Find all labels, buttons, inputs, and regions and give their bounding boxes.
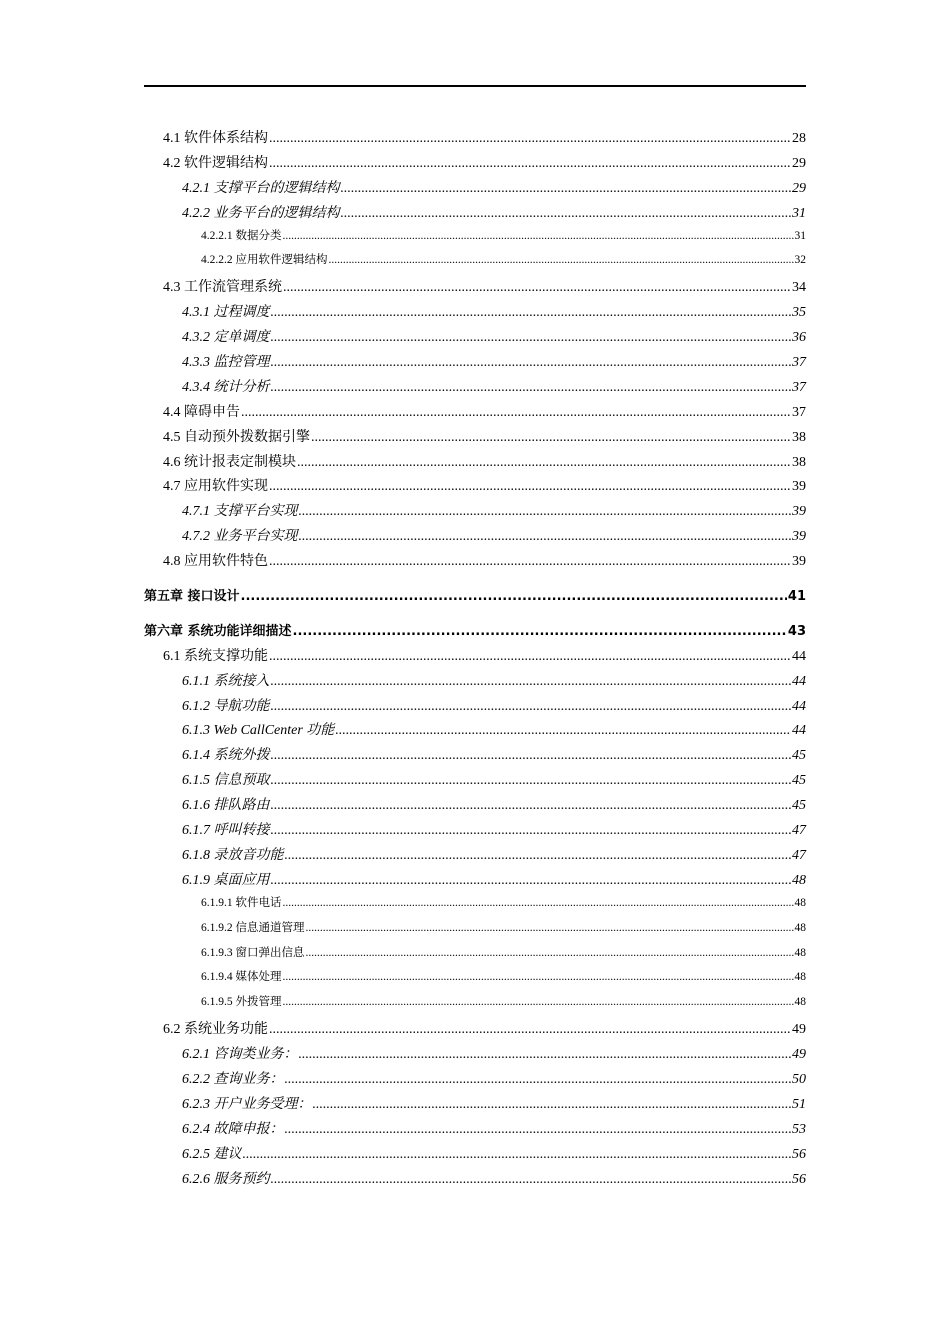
- toc-entry[interactable]: [144, 794, 806, 819]
- toc-entry-label: 4.7 应用软件实现: [163, 479, 268, 495]
- toc-entry-page: 56: [792, 1146, 806, 1162]
- toc-entry[interactable]: [144, 1043, 806, 1068]
- toc-entry[interactable]: [144, 401, 806, 426]
- toc-entry-label: 6.1.9.4 媒体处理: [201, 971, 282, 984]
- toc-entry-label: 6.1.8 录放音功能: [182, 847, 284, 863]
- toc-entry-page: 44: [792, 673, 806, 689]
- toc-entry-page: 31: [792, 205, 806, 221]
- toc-entry-label: 6.2.5 建议: [182, 1146, 242, 1162]
- toc-leader-dots: [269, 649, 791, 665]
- toc-leader-dots: [241, 589, 787, 604]
- toc-leader-dots: [306, 922, 794, 934]
- toc-entry-label: 4.3.4 统计分析: [182, 379, 270, 395]
- toc-entry-label: 4.5 自动预外拨数据引擎: [163, 429, 310, 445]
- toc-entry-page: 47: [792, 847, 806, 863]
- toc-leader-dots: [271, 699, 792, 715]
- toc-entry[interactable]: [144, 1118, 806, 1143]
- toc-entry-page: 51: [792, 1096, 806, 1112]
- toc-leader-dots: [283, 230, 794, 242]
- toc-entry-page: 48: [792, 872, 806, 888]
- toc-entry[interactable]: [144, 695, 806, 720]
- toc-entry-label: 4.2 软件逻辑结构: [163, 155, 268, 171]
- toc-leader-dots: [285, 1122, 792, 1138]
- toc-entry-page: 34: [792, 280, 806, 296]
- toc-entry[interactable]: [144, 152, 806, 177]
- toc-entry[interactable]: [144, 919, 806, 944]
- toc-entry[interactable]: [144, 500, 806, 525]
- toc-leader-dots: [269, 131, 791, 147]
- toc-entry-page: 44: [792, 698, 806, 714]
- toc-entry[interactable]: [144, 326, 806, 351]
- toc-leader-dots: [283, 897, 794, 909]
- toc-entry-page: 49: [792, 1047, 806, 1063]
- toc-entry-label: 6.2.6 服务预约: [182, 1171, 270, 1187]
- toc-leader-dots: [285, 1072, 792, 1088]
- toc-entry-label: 第五章 接口设计: [144, 589, 240, 605]
- toc-entry-label: 4.4 障碍申告: [163, 404, 240, 420]
- toc-leader-dots: [299, 529, 792, 545]
- toc-leader-dots: [271, 305, 792, 321]
- toc-entry[interactable]: [144, 844, 806, 869]
- toc-entry-label: 6.2.2 查询业务：: [182, 1071, 284, 1087]
- toc-entry-page: 39: [792, 479, 806, 495]
- toc-entry[interactable]: [144, 451, 806, 476]
- toc-entry-label: 6.2.4 故障申报：: [182, 1121, 284, 1137]
- toc-entry-label: 6.2.3 开户业务受理：: [182, 1096, 312, 1112]
- toc-entry[interactable]: [144, 351, 806, 376]
- toc-leader-dots: [271, 773, 792, 789]
- toc-entry[interactable]: [144, 645, 806, 670]
- toc-entry-page: 44: [792, 648, 806, 664]
- toc-entry-page: 48: [794, 996, 806, 1009]
- toc-entry-label: 4.3.2 定单调度: [182, 330, 270, 346]
- toc-entry[interactable]: [144, 426, 806, 451]
- toc-entry[interactable]: [144, 376, 806, 401]
- toc-entry[interactable]: [144, 1093, 806, 1118]
- toc-leader-dots: [271, 1172, 792, 1188]
- toc-entry-label: 6.1.6 排队路由: [182, 798, 270, 814]
- toc-leader-dots: [341, 206, 792, 222]
- toc-chapter-entry[interactable]: [144, 620, 806, 645]
- toc-leader-dots: [283, 996, 794, 1008]
- toc-entry[interactable]: [144, 819, 806, 844]
- toc-entry-label: 4.3 工作流管理系统: [163, 280, 282, 296]
- header-rule: [144, 85, 806, 87]
- toc-entry[interactable]: [144, 993, 806, 1018]
- toc-entry-page: 49: [792, 1022, 806, 1038]
- toc-leader-dots: [271, 355, 792, 371]
- toc-entry-label: 4.1 软件体系结构: [163, 131, 268, 146]
- toc-leader-dots: [335, 723, 791, 739]
- toc-entry-page: 32: [794, 254, 806, 267]
- toc-entry-page: 48: [794, 971, 806, 984]
- toc-entry[interactable]: [144, 1068, 806, 1093]
- toc-entry-label: 4.3.1 过程调度: [182, 305, 270, 321]
- toc-chapter-entry[interactable]: [144, 585, 806, 610]
- toc-entry-page: 50: [792, 1071, 806, 1087]
- table-of-contents: [144, 127, 806, 1192]
- toc-entry-page: 36: [792, 330, 806, 346]
- toc-entry-page: 48: [794, 946, 806, 959]
- toc-entry-page: 38: [792, 454, 806, 470]
- toc-leader-dots: [271, 798, 792, 814]
- toc-entry-label: 4.2.2.1 数据分类: [201, 229, 282, 242]
- toc-entry[interactable]: [144, 276, 806, 301]
- toc-entry-label: 6.1.4 系统外拨: [182, 748, 270, 764]
- toc-entry-page: 48: [794, 921, 806, 934]
- toc-leader-dots: [269, 156, 791, 172]
- toc-leader-dots: [269, 554, 791, 570]
- toc-entry-page: 39: [792, 529, 806, 545]
- toc-leader-dots: [297, 455, 791, 471]
- toc-leader-dots: [269, 1022, 791, 1038]
- toc-entry-page: 45: [792, 773, 806, 789]
- toc-entry-page: 29: [792, 155, 806, 171]
- toc-entry[interactable]: [144, 1018, 806, 1043]
- toc-entry-label: 4.7.1 支撑平台实现: [182, 504, 298, 520]
- toc-leader-dots: [313, 1097, 792, 1113]
- toc-entry-label: 6.1.7 呼叫转接: [182, 823, 270, 839]
- toc-entry[interactable]: [144, 301, 806, 326]
- toc-entry-label: 4.6 统计报表定制模块: [163, 454, 296, 470]
- toc-entry-label: 6.1.9.1 软件电话: [201, 896, 282, 909]
- toc-leader-dots: [271, 873, 792, 889]
- toc-entry-label: 4.7.2 业务平台实现: [182, 529, 298, 545]
- toc-entry[interactable]: [144, 744, 806, 769]
- toc-leader-dots: [299, 1047, 792, 1063]
- toc-entry-page: 44: [792, 723, 806, 739]
- toc-entry-label: 6.2.1 咨询类业务：: [182, 1047, 298, 1063]
- toc-leader-dots: [311, 430, 791, 446]
- toc-entry-page: 48: [794, 896, 806, 909]
- toc-entry-page: 29: [792, 180, 806, 196]
- toc-entry-page: 39: [792, 554, 806, 570]
- toc-entry-page: 35: [792, 305, 806, 321]
- toc-entry[interactable]: [144, 202, 806, 227]
- toc-entry-label: 第六章 系统功能详细描述: [144, 623, 292, 639]
- toc-entry-label: 4.2.1 支撑平台的逻辑结构: [182, 180, 340, 196]
- toc-entry[interactable]: [144, 177, 806, 202]
- toc-leader-dots: [271, 748, 792, 764]
- toc-entry-label: 4.2.2.2 应用软件逻辑结构: [201, 254, 328, 267]
- toc-entry-page: 31: [794, 229, 806, 242]
- toc-entry-label: 4.3.3 监控管理: [182, 355, 270, 371]
- toc-entry-label: 6.1.3 Web CallCenter 功能: [182, 723, 335, 739]
- toc-entry-label: 6.2 系统业务功能: [163, 1022, 268, 1038]
- toc-entry[interactable]: [144, 968, 806, 993]
- toc-entry-page: 53: [792, 1121, 806, 1137]
- toc-entry[interactable]: [144, 227, 806, 252]
- toc-entry-label: 6.1.2 导航功能: [182, 698, 270, 714]
- toc-leader-dots: [243, 1147, 792, 1163]
- toc-entry[interactable]: [144, 944, 806, 969]
- toc-entry[interactable]: [144, 550, 806, 575]
- toc-entry[interactable]: [144, 769, 806, 794]
- toc-entry-label: 4.8 应用软件特色: [163, 554, 268, 570]
- toc-entry-page: 56: [792, 1171, 806, 1187]
- toc-entry-label: 6.1.9.2 信息通道管理: [201, 921, 305, 934]
- toc-leader-dots: [341, 181, 792, 197]
- toc-entry-page: 37: [792, 404, 806, 420]
- toc-entry[interactable]: [144, 525, 806, 550]
- toc-entry-page: 45: [792, 748, 806, 764]
- toc-leader-dots: [271, 674, 792, 690]
- toc-entry-page: 38: [792, 429, 806, 445]
- toc-leader-dots: [306, 947, 794, 959]
- toc-leader-dots: [271, 380, 792, 396]
- toc-leader-dots: [293, 624, 787, 639]
- toc-leader-dots: [271, 823, 792, 839]
- toc-entry-label: 6.1.1 系统接入: [182, 673, 270, 689]
- toc-entry-page: 47: [792, 823, 806, 839]
- toc-leader-dots: [283, 280, 791, 296]
- toc-entry-label: 6.1.9.5 外拨管理: [201, 996, 282, 1009]
- toc-entry-page: 37: [792, 379, 806, 395]
- toc-leader-dots: [329, 254, 794, 266]
- toc-entry[interactable]: [144, 719, 806, 744]
- toc-entry-label: 4.2.2 业务平台的逻辑结构: [182, 205, 340, 221]
- toc-entry[interactable]: [144, 475, 806, 500]
- toc-entry[interactable]: [144, 894, 806, 919]
- toc-entry-page: 37: [792, 355, 806, 371]
- toc-entry[interactable]: [144, 670, 806, 695]
- toc-leader-dots: [241, 405, 791, 421]
- toc-entry-page: 45: [792, 798, 806, 814]
- toc-entry[interactable]: [144, 127, 806, 152]
- toc-leader-dots: [269, 479, 791, 495]
- toc-leader-dots: [283, 971, 794, 983]
- toc-entry-page: 41: [787, 589, 806, 605]
- toc-entry[interactable]: [144, 1143, 806, 1168]
- toc-entry-page: 39: [792, 504, 806, 520]
- toc-leader-dots: [285, 848, 792, 864]
- toc-entry-label: 6.1 系统支撑功能: [163, 648, 268, 664]
- toc-entry-label: 6.1.5 信息预取: [182, 773, 270, 789]
- toc-leader-dots: [299, 504, 792, 520]
- toc-entry[interactable]: [144, 1168, 806, 1193]
- toc-leader-dots: [271, 330, 792, 346]
- toc-entry-page: 28: [792, 131, 806, 146]
- toc-entry-page: 43: [787, 623, 806, 639]
- toc-entry-label: 6.1.9.3 窗口弹出信息: [201, 946, 305, 959]
- toc-entry-label: 6.1.9 桌面应用: [182, 872, 270, 888]
- toc-entry[interactable]: [144, 251, 806, 276]
- toc-entry[interactable]: [144, 869, 806, 894]
